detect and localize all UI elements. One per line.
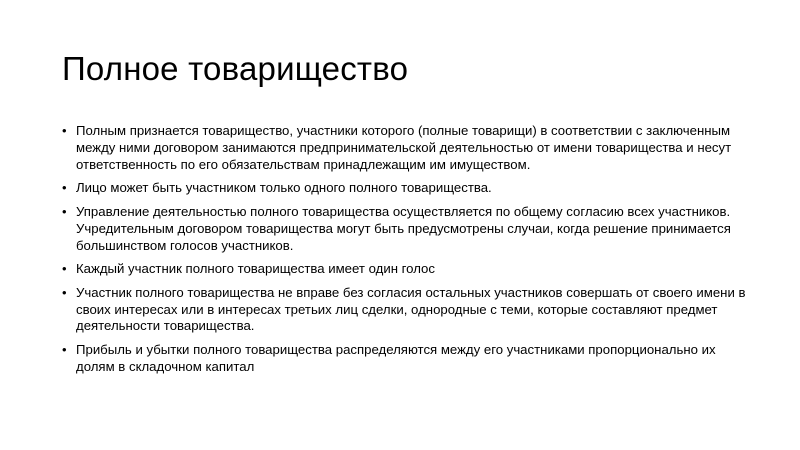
bullet-dot-icon: •: [62, 203, 67, 219]
bullet-text: Полным признается товарищество, участники которого (полные товарищи) в соответствии с заключенным между ними договором занимаются предпринимательской деятельностью от имени товарищества и несут ответственность по его обязательствам принадлежащим им имуществом.: [76, 123, 732, 172]
bullet-item: [62, 261, 752, 278]
bullet-list: [62, 123, 752, 382]
bullet-item: [62, 342, 752, 376]
bullet-item: [62, 285, 752, 336]
slide-title: Полное товарищество: [62, 50, 409, 87]
bullet-text: Каждый участник полного товарищества имеет один голос: [76, 261, 435, 277]
bullet-text: Лицо может быть участником только одного полного товарищества.: [76, 180, 492, 196]
bullet-item: [62, 180, 752, 197]
bullet-text: Прибыль и убытки полного товарищества распределяются между его участниками пропорционально их долям в складочном капитал: [76, 341, 716, 374]
bullet-text: Участник полного товарищества не вправе без согласия остальных участников совершать от своего имени в своих интересах или в интересах третьих лиц сделки, однородные с теми, которые составляют предмет деятельности товарищества.: [76, 284, 746, 334]
bullet-dot-icon: •: [62, 123, 67, 138]
bullet-dot-icon: •: [62, 284, 67, 300]
bullet-dot-icon: •: [62, 180, 67, 196]
bullet-dot-icon: •: [62, 261, 67, 277]
bullet-text: Управление деятельностью полного товарищества осуществляется по общему согласию всех участников. Учредительным договором товарищества могут быть предусмотрены случаи, когда решение принимается большинством голосов участников.: [76, 203, 731, 253]
bullet-item: [62, 204, 752, 255]
bullet-item: [62, 123, 752, 174]
bullet-dot-icon: •: [62, 341, 67, 357]
